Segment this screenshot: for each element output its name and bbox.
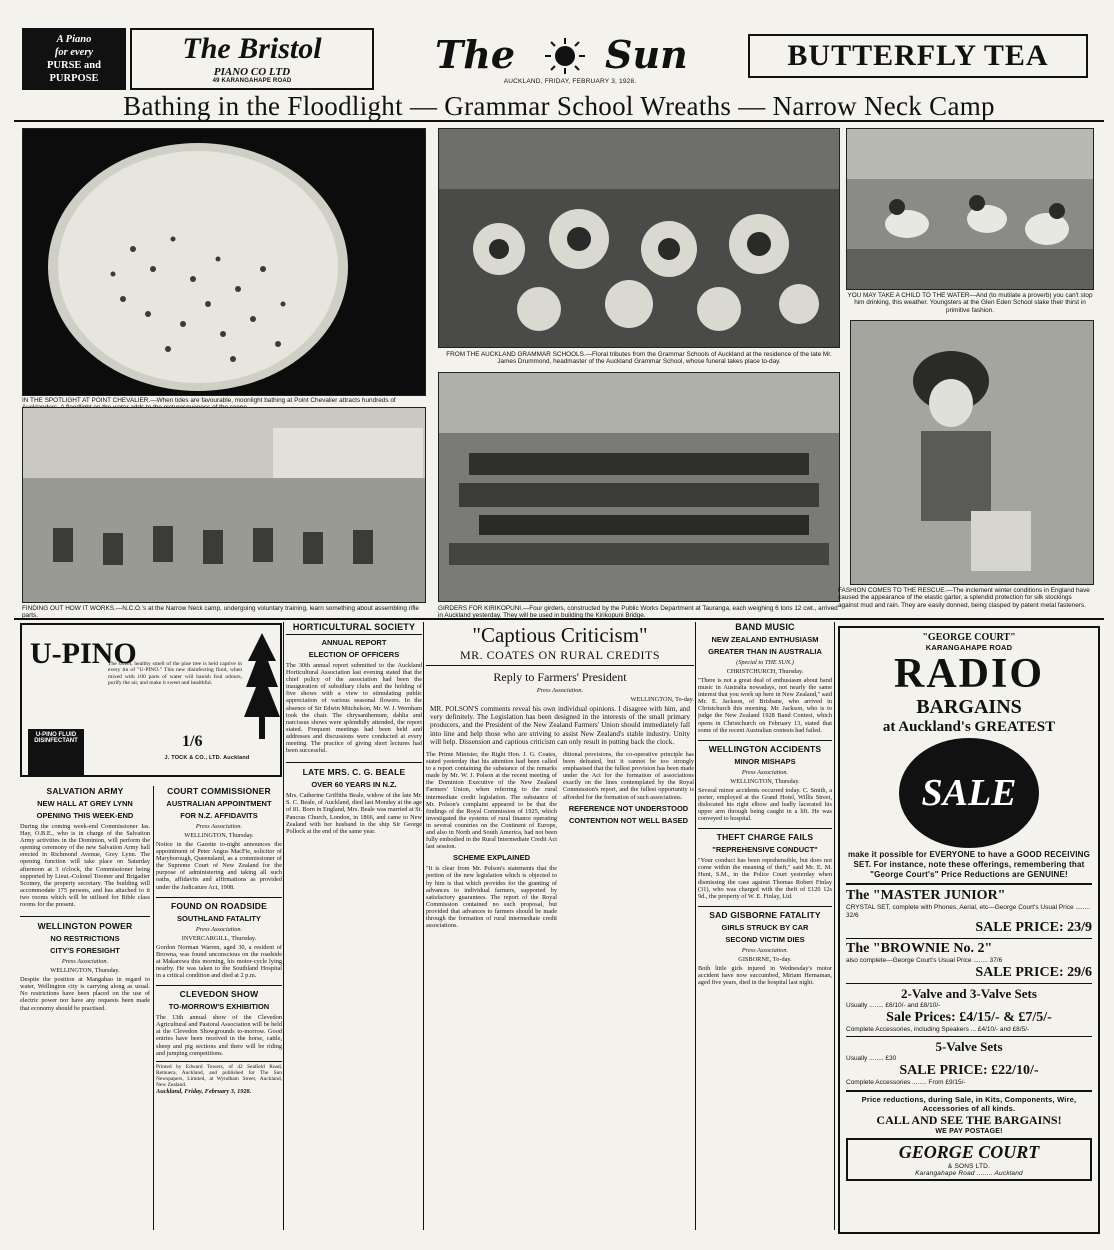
grammar-school-photo: [438, 128, 840, 348]
five-valve-title: 5-Valve Sets: [935, 1039, 1003, 1054]
bristol-piano-ad: [130, 28, 374, 90]
title-sun: Sun: [605, 32, 688, 77]
found-head: FOUND ON ROADSIDE: [171, 900, 267, 911]
banner-headline: [14, 90, 1104, 122]
horticultural-sub1: ANNUAL REPORT: [321, 638, 387, 647]
piano-ad-line: PURPOSE: [49, 73, 99, 84]
five-valve-price: SALE PRICE: £22/10/-: [899, 1063, 1039, 1078]
upino-agent: J. TOCK & CO., LTD. Auckland: [164, 755, 250, 761]
horticultural-head: HORTICULTURAL SOCIETY: [286, 622, 422, 635]
floral-tributes-image: [439, 129, 840, 348]
upino-tin-label: U-PINO FLUID DISINFECTANT: [28, 729, 84, 775]
gisborne-head: SAD GISBORNE FATALITY: [709, 909, 821, 920]
logo-address: Karangahape Road ........ Auckland: [915, 1170, 1023, 1177]
bristol-name: The Bristol: [182, 32, 322, 65]
logo-name: GEORGE COURT: [898, 1142, 1040, 1162]
captious-criticism-article: [426, 622, 694, 1230]
upino-ad: [20, 623, 282, 777]
salvation-sub2: OPENING THIS WEEK-END: [36, 811, 134, 820]
upino-text: The sweet, healthy smell of the pine tree is held captive in every tin of "U-PINO." This new disinfecting fluid, when mixed with 100 parts of water will banish foul odours, purify the air, and make it sweet and healthful.: [108, 661, 242, 687]
accidents-press: Press Association.: [741, 768, 789, 776]
piano-ad-line: A Piano: [56, 34, 92, 45]
tea-ad-text: BUTTERFLY TEA: [787, 39, 1049, 72]
master-junior-title: The "MASTER JUNIOR": [846, 888, 1006, 903]
beale-head: LATE MRS. C. G. BEALE: [302, 767, 406, 778]
bridge-girders-image: [439, 373, 840, 602]
horticultural-article: [286, 622, 422, 1222]
power-dateline: WELLINGTON, Thursday.: [50, 967, 120, 975]
article-rule: [156, 897, 282, 898]
accidents-sub: MINOR MISHAPS: [734, 756, 796, 766]
section-rule: [14, 618, 1104, 620]
elastic-garter-image: [851, 321, 1094, 585]
radio-ad-address: KARANGAHAPE ROAD: [925, 643, 1013, 652]
narrow-neck-photo: [22, 407, 426, 603]
imprint-date: Auckland, Friday, February 3, 1928.: [156, 1087, 252, 1095]
band-music-column: [698, 622, 832, 1230]
found-dateline: INVERCARGILL, Thursday.: [181, 934, 257, 942]
grammar-school-caption: FROM THE AUCKLAND GRAMMAR SCHOOLS.—Floral tributes from the Grammar Schools of Auckland at the residence of the late Mr. James Drummond, headmaster of the Auckland Grammar School, whose funeral takes place to-day.: [446, 351, 832, 366]
sale-oval: [899, 738, 1039, 848]
column-rule: [695, 622, 696, 1230]
captious-press: Press Association.: [536, 687, 584, 694]
salvation-head: SALVATION ARMY: [46, 786, 124, 796]
valve-price: Sale Prices: £4/15/- & £7/5/-: [886, 1010, 1052, 1025]
band-body: "There is not a great deal of enthusiasm about band music in Australia nowadays, not nearly the same interest that you work up here in New Zealand," said Mr. E. Jackson, of Brisbane, who arrived in Christchurch this morning. Mr. Jackson, who is to judge the New Zealand 1928 Band Contest, which opens in Christchurch on February 13, stated that some of the recent Australian contests had failed.: [698, 677, 832, 734]
radio-ad-bargains: BARGAINS: [916, 696, 1022, 718]
court-body: Notice in the Gazette to-night announces the appointment of Peter Angus MacFie, solicitor of Maryborough, Queensland, as a commissioner of the Supreme Court of New Zealand for the purpose of administering and taking all such oaths, affidavits and affirmations as provided under the Judicature Act, 1908.: [156, 841, 282, 891]
five-valve-accessories: Complete Accessories ........ From £9/15/-: [846, 1079, 966, 1086]
beale-sub: OVER 60 YEARS IN N.Z.: [311, 780, 397, 790]
upino-brand: U-PINO: [30, 637, 137, 670]
found-sub: SOUTHLAND FATALITY: [177, 913, 261, 923]
article-rule: [20, 916, 150, 917]
captious-sub2: Reply to Farmers' President: [493, 670, 627, 684]
radio-ad-footer3: WE PAY POSTAGE!: [935, 1128, 1003, 1135]
dateline: AUCKLAND, FRIDAY, FEBRUARY 3, 1928.: [503, 78, 637, 85]
band-special: (Special to THE SUN.): [736, 659, 794, 666]
children-drinking-image: [847, 129, 1094, 290]
beale-body: Mrs. Catherine Griffiths Beale, widow of the late Mr. S. C. Beale, of Auckland, died last Monday at the age of 81. Born in England, Mrs. Beale was married at St. Pancras Church, London, in 1866, and came to New Zealand with her husband in the ship Sir George Pollock at the end of the same year.: [286, 792, 422, 835]
band-sub1: NEW ZEALAND ENTHUSIASM: [711, 635, 819, 644]
found-press: Press Association.: [195, 925, 243, 933]
radio-ad-footer1: Price reductions, during Sale, in Kits, Components, Wire, Accessories of all kinds.: [861, 1095, 1077, 1113]
sun-emblem-icon: [537, 36, 593, 76]
captious-body3: ditional provisions, the co-operative principle has been defeated, but it cannot be too strongly emphasised that the fullest provision has been made under the Act for the formation of associations exactly on the lines contemplated by the Royal Commission's report, and the fullest opportunity is afforded for the formation of such associations.: [563, 751, 694, 801]
radio-ad-pitch: make it possible for EVERYONE to have a GOOD RECEIVING SET. For instance, note these offerings, remembering that "George Court's" Price Reductions are GENUINE!: [847, 850, 1091, 879]
piano-ad: [22, 28, 126, 90]
ad-rule: [846, 983, 1092, 984]
captious-ref-head: REFERENCE NOT UNDERSTOOD: [568, 803, 689, 813]
radio-ad-top: "GEORGE COURT": [922, 632, 1016, 643]
captious-dateline: WELLINGTON, To-day.: [630, 696, 694, 703]
captious-contention-head: CONTENTION NOT WELL BASED: [568, 815, 689, 825]
valve-usually: Usually ........ £6/10/- and £8/10/-: [846, 1002, 941, 1009]
george-court-logo: [846, 1138, 1092, 1181]
power-sub2: CITY'S FORESIGHT: [50, 946, 120, 956]
captious-body2: "It is clear from Mr. Polson's statements that the portion of the new legislation which is objected to by him is that which provides for the granting of advances to individual farmers, supported by satisfactory guarantees. The report of the Royal Commission contained no such proposal, but provided that advances to farmers should be made through the formation of rural intermediate credit associations.: [426, 865, 557, 930]
captious-sub: MR. COATES ON RURAL CREDITS: [426, 648, 694, 666]
theft-body: "Your conduct has been reprehensible, but does not come within the meaning of theft," said Mr. E. M. Hunt, S.M., in the Police Court yesterday when dismissing the case against Thomas Robert Finlay (31), who was charged with the theft of £120 12s 9d., the property of W. E. Finlay, Ltd.: [698, 857, 832, 900]
gisborne-sub1: GIRLS STRUCK BY CAR: [721, 922, 809, 932]
title-the: The: [435, 32, 516, 77]
band-sub2: GREATER THAN IN AUSTRALIA: [708, 647, 822, 656]
valve-accessories: Complete Accessories, including Speakers ... £4/10/- and £8/5/-: [846, 1026, 1030, 1033]
fashion-caption: FASHION COMES TO THE RESCUE.—The inclement winter conditions in England have caused the appearance of the elastic garter, a splendid protection for silk stockings against mud and rain. They are easily donned, being clasped by patent metal fasteners.: [838, 587, 1090, 609]
butterfly-tea-ad: [748, 34, 1088, 78]
captious-body1: The Prime Minister, the Right Hon. J. G. Coates, stated yesterday that his attention had been called to a report containing the substance of the remarks made by Mr. W. J. Polson at the recent meeting of the Dominion Executive of the New Zealand Farmers' Union, when referring to the rural intermediate credit legislation. The substance of Mr. Polson's complaint appeared to be that the findings of the Royal Commission of 1925, which investigated the systems of rural finance operating in several countries on the Continent of Europe, and also in North and South America, had not been fully embodied in the Rural Intermediate Credit Act last session.: [426, 751, 557, 851]
glen-eden-photo: [846, 128, 1094, 290]
theft-sub: "REPREHENSIVE CONDUCT": [712, 845, 818, 855]
valve-title: 2-Valve and 3-Valve Sets: [901, 986, 1037, 1001]
court-dateline: WELLINGTON, Thursday.: [184, 832, 254, 839]
court-press: Press Association.: [195, 823, 243, 830]
captious-lede: MR. POLSON'S comments reveal his own individual opinions. I disagree with him, and very definitely. The Legislation has been designed in the interests of the small primary producers, and the President of the New Zealand Farmers' Union should immediately fall into line and help those who are striving to assist New Zealand's stable industry. Unity will help. Dissension and captious criticism can only result in putting back the clock.: [430, 705, 690, 746]
power-sub1: NO RESTRICTIONS: [50, 934, 120, 944]
girders-photo: [438, 372, 840, 602]
five-valve-usually: Usually ........ £30: [846, 1055, 897, 1062]
salvation-body: During the coming week-end Commissioner Jas. Hay, O.B.E., who is in charge of the Salvation Army activities in the Dominion, will perform the opening ceremony of the new Salvation Army hall erected in Richmond Avenue, Grey Lynn. The opening function will take place on Saturday afternoon at 3 o'clock, the Commissioner being supported by Lieut.-Colonel Toomer and Brigadier Scotney, the property secretary. The building will accommodate 175 persons, and has attached to it two rooms which will be utilised for Bible class rooms for the present.: [20, 823, 150, 909]
girders-caption: GIRDERS FOR KIRIKOPUNI.—Four girders, constructed by the Public Works Department at Tauranga, each weighing 6 tons 12 cwt., arrived in Auckland yesterday. They will be used in building the Kirikopuni Bridge.: [438, 605, 838, 620]
radio-ad-radio: RADIO: [893, 651, 1044, 697]
george-court-radio-ad: [838, 626, 1100, 1234]
article-rule: [156, 1061, 282, 1062]
power-press: Press Association.: [61, 958, 109, 966]
horticultural-body: The 30th annual report submitted to the Auckland Horticultural Association last evening stated that the chief policy of the association had been the inauguration of subsidiary clubs and the holding of five shows with a view to stimulating public appreciation of various seasonal flowers. In the absence of Sir Edwin Mitchelson, Mr. W. J. Wernham took the chair. The chrysanthemum, dahlia and narcissus shows were splendidly attended, the report stated. Frequent meetings had been held and addresses and discussions were conducted at every meeting. The practice of giving short lectures had been successful.: [286, 662, 422, 755]
point-chevalier-photo: [22, 128, 426, 396]
column-rule: [423, 622, 424, 1230]
court-sub2: FOR N.Z. AFFIDAVITS: [180, 811, 258, 820]
brownie-desc: also complete—George Court's Usual Price ........ 37/6: [846, 957, 1003, 964]
accidents-dateline: WELLINGTON, Thursday.: [730, 777, 800, 785]
column-rule: [283, 622, 284, 1230]
article-rule: [698, 740, 832, 741]
sale-text: SALE: [921, 772, 1017, 814]
ad-rule: [846, 883, 1092, 885]
band-dateline: CHRISTCHURCH, Thursday.: [726, 668, 804, 675]
ad-rule: [846, 1036, 1092, 1037]
upino-price: 1/6: [182, 733, 203, 750]
piano-ad-line: for every: [54, 47, 94, 58]
column-rule: [834, 622, 835, 1230]
ad-rule: [846, 938, 1092, 939]
clevedon-body: The 13th annual show of the Clevedon Agricultural and Pastoral Association will be held at the Clevedon Showgrounds to-morrow. Good entries have been received in the horse, cattle, sheep and pig sections and there will be riding and jumping competitions.: [156, 1014, 282, 1057]
court-commissioner-column: [156, 786, 282, 1230]
gisborne-press: Press Association.: [741, 946, 789, 954]
gisborne-body: Both little girls injured in Wednesday's motor accident have now succumbed, Miriam Hernaman, aged five years, died in the hospital last night.: [698, 964, 832, 986]
salvation-army-column: [20, 786, 150, 1230]
gisborne-dateline: GISBORNE, To-day.: [738, 955, 792, 963]
court-sub1: AUSTRALIAN APPOINTMENT: [166, 799, 272, 808]
found-body: Gordon Norman Warren, aged 30, a resident of Browna, was found unconscious on the roadside at Makarewa this morning, his motor-cycle lying nearby. He was taken to the Southland Hospital in a critical condition and died at 2 p.m.: [156, 943, 282, 980]
horticultural-sub2: ELECTION OF OFFICERS: [308, 650, 400, 659]
banner-text: Bathing in the Floodlight — Grammar School Wreaths — Narrow Neck Camp: [123, 91, 995, 121]
ad-rule: [846, 1090, 1092, 1092]
accidents-head: WELLINGTON ACCIDENTS: [708, 743, 822, 754]
power-head: WELLINGTON POWER: [37, 921, 133, 932]
court-head: COURT COMMISSIONER: [167, 786, 271, 796]
floodlight-bathing-image: [23, 129, 426, 396]
pine-tree-icon: [244, 631, 280, 743]
point-chevalier-caption: IN THE SPOTLIGHT AT POINT CHEVALIER.—When tides are favourable, moonlight bathing at Point Chevalier attracts hundreds of: [22, 397, 396, 404]
captious-head: "Captious Criticism": [472, 623, 648, 647]
piano-ad-line: PURSE and: [47, 60, 101, 71]
master-junior-price: SALE PRICE: 23/9: [975, 920, 1092, 935]
salvation-sub1: NEW HALL AT GREY LYNN: [37, 799, 133, 808]
brownie-title: The "BROWNIE No. 2": [846, 941, 993, 956]
column-rule: [153, 786, 154, 1230]
theft-head: THEFT CHARGE FAILS: [716, 832, 814, 843]
band-head: BAND MUSIC: [735, 622, 795, 632]
article-rule: [156, 985, 282, 986]
clevedon-head: CLEVEDON SHOW: [179, 989, 259, 1000]
brownie-price: SALE PRICE: 29/6: [975, 965, 1092, 980]
power-body: Despite the position at Mangahao in regard to water, Wellington city is carrying along as usual. No restrictions have been placed on the use of electric power nor have any requests been made that economy should be practised.: [20, 976, 150, 1012]
narrow-neck-caption: FINDING OUT HOW IT WORKS.—N.C.O.'s at the Narrow Neck camp, undergoing voluntary training, learn something about assembling rifle parts.: [22, 605, 419, 620]
fashion-photo: [850, 320, 1094, 585]
radio-ad-footer2: CALL AND SEE THE BARGAINS!: [876, 1113, 1062, 1127]
rifle-training-image: [23, 408, 426, 603]
article-rule: [286, 762, 422, 763]
bristol-address: 49 KARANGAHAPE ROAD: [212, 78, 292, 84]
article-rule: [698, 828, 832, 829]
radio-ad-greatest: at Auckland's GREATEST: [882, 719, 1056, 735]
logo-sub: & SONS LTD.: [947, 1163, 991, 1170]
article-rule: [698, 906, 832, 907]
accidents-body: Several minor accidents occurred today. C. Smith, a porter, employed at the Grand Hotel, Willis Street, dislocated his right elbow and badly lacerated his upper arm through being caught in a lift. He was conveyed to hospital.: [698, 786, 832, 823]
glen-eden-caption: YOU MAY TAKE A CHILD TO THE WATER—And (to mutilate a proverb) you can't stop him drinking, this weather. Youngsters at the Glen Eden School slake their thirst in primitive fashion.: [847, 292, 1093, 314]
master-junior-desc: CRYSTAL SET, complete with Phones, Aerial, etc—George Court's Usual Price ........ 32/6: [846, 904, 1090, 919]
newspaper-title: [385, 30, 745, 78]
imprint: Printed by Edward Towers, of 42 Seafield Road, Remuera, Auckland, and published for The Sun Newspapers, Limited, at Wyndham Street, Auckland, New Zealand.: [156, 1063, 282, 1088]
captious-scheme-head: SCHEME EXPLAINED: [452, 853, 531, 863]
bristol-sub: PIANO CO LTD: [213, 66, 291, 78]
gisborne-sub2: SECOND VICTIM DIES: [725, 934, 805, 944]
clevedon-sub: TO-MORROW'S EXHIBITION: [168, 1002, 270, 1012]
